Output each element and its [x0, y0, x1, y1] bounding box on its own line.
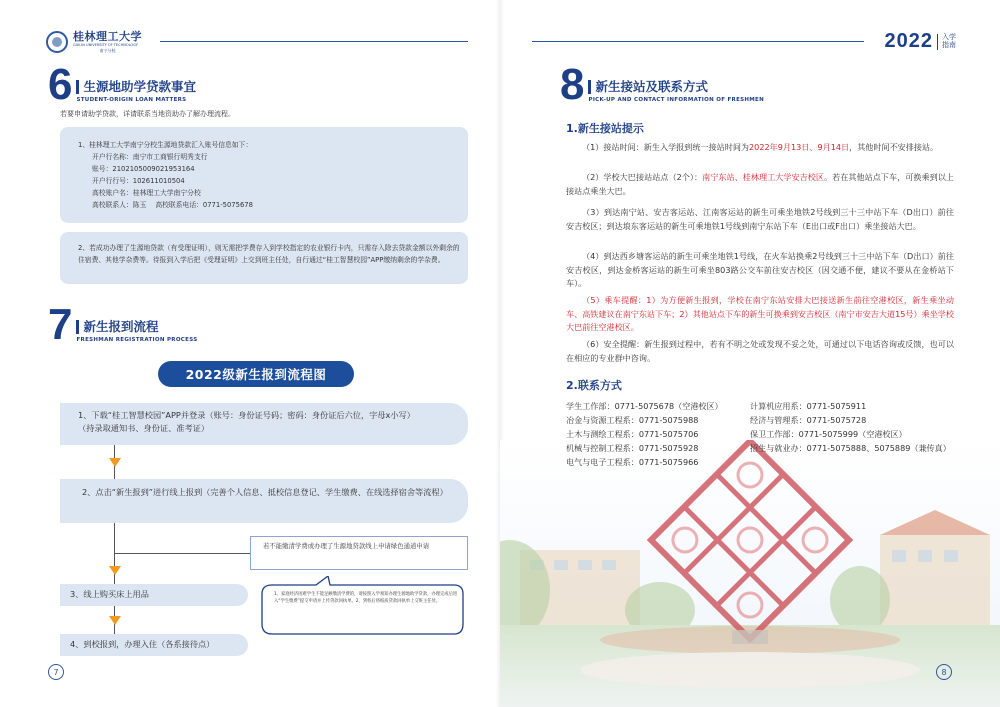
- section-6-heading: [48, 60, 196, 109]
- loan-note-box: [60, 232, 468, 284]
- branch-connector: [114, 553, 250, 554]
- section-title-en: FRESHMAN REGISTRATION PROCESS: [76, 337, 198, 344]
- down-arrow-icon: [109, 566, 121, 575]
- loan-reminder-text: 1、家庭经济困难学生不能足额缴清学费的，请按照入学须知办理生源地助学贷款，办理完成后进入“学生缴费”提交申请并上传贷款回执单。2、到校后将纸质贷款回执单上交班主任处。: [274, 592, 458, 604]
- page-number-left: 7: [48, 664, 64, 680]
- header-rule: [532, 41, 864, 42]
- section-title: 生源地助学贷款事宜: [76, 80, 196, 94]
- pickup-item-3: （3）到达南宁站、安吉客运站、江南客运站的新生可乘坐地铁2号线到三十三中站下车（D出口）前往安吉校区；到达埌东客运站的新生可乘地铁1号线到南宁东站下车（E出口或F出口）乘坐接站大巴。: [566, 207, 954, 231]
- pickup-item-2: [566, 171, 954, 198]
- step-3-text: 3、线上购买床上用品: [70, 589, 149, 599]
- account-line: 账号：2102105009021953164: [92, 165, 195, 173]
- pickup-subheading: 1.新生接站提示: [566, 122, 644, 135]
- page-number-right: 8: [936, 664, 952, 680]
- guide-label-2: 指南: [942, 40, 956, 49]
- section-title-en: PICK-UP AND CONTACT INFORMATION OF FRESHMEN: [588, 97, 765, 104]
- loan-account-box: [60, 127, 468, 223]
- section-title: 新生报到流程: [76, 320, 197, 334]
- contact-entry: 土木与测绘工程系：0771-5075706: [566, 429, 699, 439]
- contact-entry: 机械与控制工程系：0771-5075928: [566, 443, 699, 453]
- item-text: ，其他时间不安排接站。: [849, 142, 939, 152]
- guide-year: 2022: [884, 30, 933, 52]
- contact-entry: 计算机应用系：0771-5075911: [750, 401, 867, 411]
- loan-intro: 若要申请助学贷款，详请联系当地资助办了解办理流程。: [60, 110, 235, 118]
- pickup-item-6: （6）安全提醒：新生报到过程中，若有不明之处或发现不妥之处，可通过以下电话咨询或反馈，也可以在相应的专业群中咨询。: [566, 339, 954, 363]
- pickup-item-5: （5）乘车提醒：1）为方便新生报到，学校在南宁东站安排大巴接送新生前往空港校区，新生乘坐动车、高铁建议在南宁东站下车；2）其他站点下车的新生可换乘到安吉校区（南宁市安吉大道15号）乘坐学校大巴前往空港校区。: [566, 295, 954, 332]
- right-page: [500, 0, 1000, 707]
- section-number: 6: [48, 60, 71, 109]
- contact-entry: 电气与电子工程系：0771-5075966: [566, 457, 699, 467]
- down-arrow-icon: [109, 616, 121, 625]
- campus-sculpture-photo: [500, 440, 1000, 707]
- pickup-item-4: （4）到达西乡塘客运站的新生可乘坐地铁1号线，在火车站换乘2号线到三十三中站下车（D出口）前往安吉校区，到达金桥客运站的新生可乘坐803路公交车前往安吉校区（因交通不便，建议不要从在金桥站下车）。: [566, 251, 954, 288]
- pickup-stations: 南宁东站、桂林理工大学安吉校区: [702, 172, 824, 182]
- guide-label-1: 入学: [942, 32, 956, 41]
- contact-entry: 保卫工作部：0771-5075999（空港校区）: [750, 429, 907, 439]
- logo-name-cn: 桂林理工大学: [73, 30, 142, 44]
- step-2-text: 2、点击“新生报到”进行线上报到（完善个人信息、抵校信息登记、学生缴费、在线选择宿舍等流程）: [82, 487, 448, 497]
- section-title: 新生接站及联系方式: [588, 80, 764, 94]
- green-channel-note: 若不能缴清学费或办理了生源地贷款线上申请绿色通道申请: [250, 536, 468, 570]
- contact-entry: 冶金与资源工程系：0771-5075988: [566, 415, 699, 425]
- flow-step-3: [60, 584, 248, 606]
- section-number: 7: [48, 300, 71, 349]
- flow-step-2: [60, 479, 468, 523]
- header-rule: [160, 41, 468, 42]
- year-divider: [937, 34, 938, 50]
- contact-entry: 学生工作部：0771-5075678（空港校区）: [566, 401, 723, 411]
- flowchart-title: 2022级新生报到流程图: [158, 361, 354, 387]
- section-7-heading: [48, 300, 198, 349]
- contact-entry: 招生与就业办：0771-5075888、5075889（兼传真）: [750, 443, 951, 453]
- contacts-subheading: 2.联系方式: [566, 379, 622, 392]
- flow-step-1: [60, 403, 468, 445]
- loan-note-text: 2、若成功办理了生源地贷款（有受理证明），则无需把学费存入到学校指定的农业银行卡内，只需存入除去贷款金额以外剩余的住宿费、其他学杂费等。待报到入学后把《受理证明》上交到班主任处，自行通过“桂工智慧校园”APP缴纳剩余的学杂费。: [78, 244, 460, 264]
- down-arrow-icon: [109, 458, 121, 467]
- account-line: 开户行名称：南宁市工商银行明秀支行: [92, 153, 208, 161]
- guide-year-badge: [885, 30, 957, 53]
- pickup-dates: 2022年9月13日、9月14日: [749, 142, 850, 152]
- university-seal-icon: [46, 31, 68, 53]
- logo-name-en: GUILIN UNIVERSITY OF TECHNOLOGY: [73, 43, 138, 48]
- section-title-en: STUDENT-ORIGIN LOAN MATTERS: [76, 97, 187, 104]
- contact-entry: 经济与管理系：0771-5075728: [750, 415, 867, 425]
- account-line: 开户行行号：102611010504: [92, 177, 185, 185]
- section-8-heading: [560, 60, 765, 109]
- university-logo: [46, 30, 154, 54]
- loan-reminder-bubble: [258, 584, 468, 634]
- item-text: （1）接站时间：新生入学报到统一接站时间为: [582, 142, 750, 152]
- step-1-text: 1、下载“桂工智慧校园”APP并登录（账号：身份证号码；密码：身份证后六位，字母x小写）: [78, 410, 415, 420]
- account-line: 高校账户名：桂林理工大学南宁分校: [92, 189, 201, 197]
- account-line: 1、桂林理工大学南宁分校生源地贷款汇入账号信息如下：: [78, 141, 253, 149]
- flow-step-4: [60, 634, 248, 656]
- section-number: 8: [560, 60, 583, 109]
- step-1-subtext: （持录取通知书、身份证、准考证）: [78, 423, 210, 433]
- logo-campus: 南宁分校: [99, 47, 116, 53]
- account-line: 高校联系人：陈玉 高校联系电话：0771-5075678: [92, 201, 253, 209]
- item-text: （2）学校大巴接站站点（2个）：: [582, 172, 703, 182]
- pickup-item-1: [566, 141, 954, 155]
- item-text: 。若在其他站点下车，可换乘到以上接站点乘坐大巴。: [566, 172, 954, 196]
- speech-bubble-icon: [258, 576, 468, 638]
- step-4-text: 4、到校报到，办理入住（各系接待点）: [70, 639, 215, 649]
